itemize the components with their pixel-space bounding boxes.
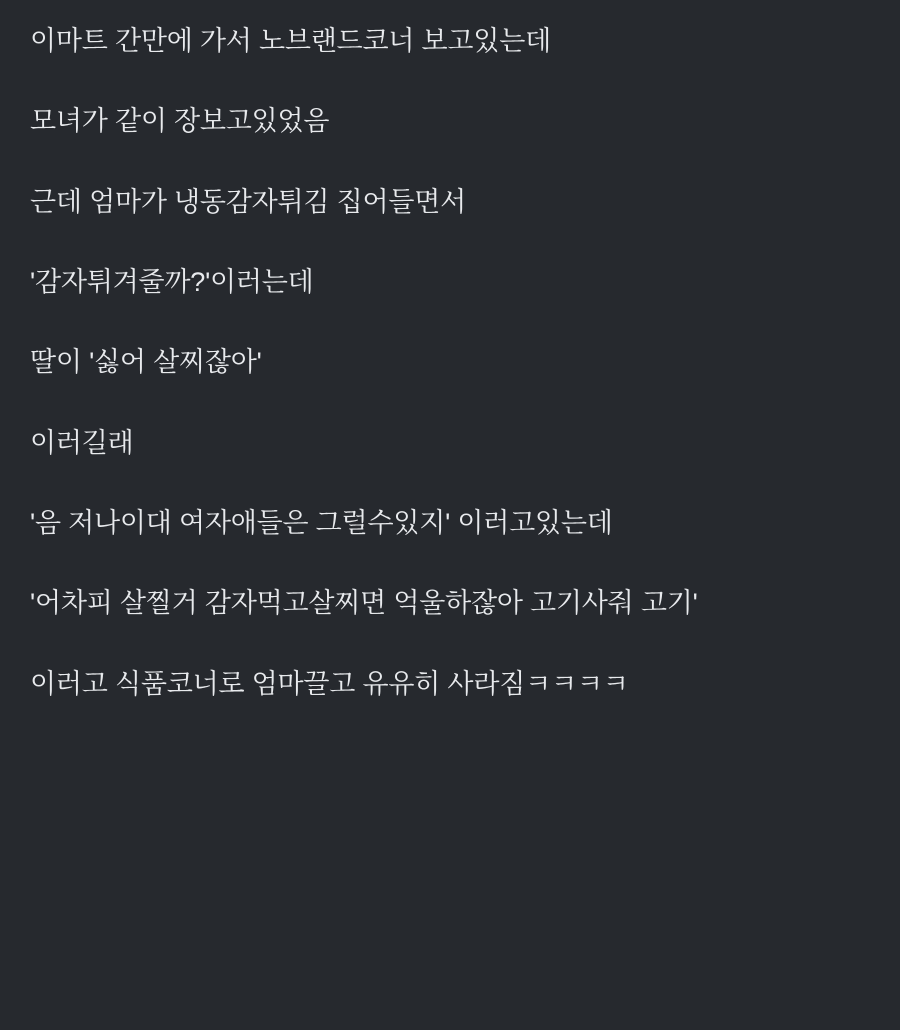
post-paragraph: 모녀가 같이 장보고있었음 [30,106,330,137]
post-paragraph: 이마트 간만에 가서 노브랜드코너 보고있는데 [30,26,551,56]
post-paragraph: '어차피 살찔거 감자먹고살찌면 억울하잖아 고기사줘 고기' [30,588,698,619]
post-paragraph: 이러길래 [30,427,134,458]
post-paragraph: 이러고 식품코너로 엄마끌고 유유히 사라짐ㅋㅋㅋㅋ [30,668,629,699]
post-paragraph: '감자튀겨줄까?'이러는데 [30,266,314,297]
post-paragraph: 근데 엄마가 냉동감자튀김 집어들면서 [30,186,467,217]
post-paragraph: '음 저나이대 여자애들은 그럴수있지' 이러고있는데 [30,507,613,538]
post-paragraph: 딸이 '싫어 살찌잖아' [30,347,262,378]
